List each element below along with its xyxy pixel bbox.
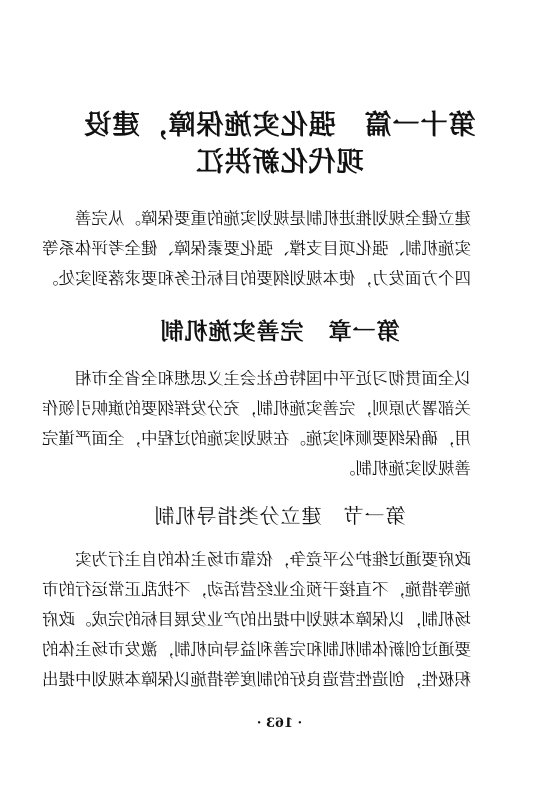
intro-line-1: 建立健全规划推进机制是规划实施的重要保障。从完善 <box>75 209 471 228</box>
part-title-line2: 现代化新洪江 <box>195 147 364 178</box>
intro-line-3: 四个方面发力，使本规划纲要的目标任务和要求落到实处。 <box>42 269 471 288</box>
section-title: 第一节 建立分类指导机制 <box>153 504 406 528</box>
part-title-line1: 第十一篇 强化实施保障，建设 <box>83 110 476 141</box>
section-line-3: 场机制，以保障本规划中提出的产业发展目标的完成。政府 <box>42 610 471 629</box>
page-number: · 163 · <box>256 716 303 731</box>
section-line-2: 施等措施，不直接干预企业经营活动，不扰乱正常运行的市 <box>42 580 471 599</box>
chapter-line-1: 以全面贯彻习近平中国特色社会主义思想和全省全市相 <box>75 369 471 388</box>
chapter-title: 第一章 完善实施机制 <box>159 318 400 345</box>
chapter-line-2: 关部署为原则，完善实施机制，充分发挥纲要的旗帜引领作 <box>42 399 471 418</box>
chapter-line-3: 用，确保纲要顺利实施。在规划实施的过程中，全面严谨完 <box>42 429 471 448</box>
section-line-5: 积极性，创造性营造良好的制度等措施以保障本规划中提出 <box>42 670 471 689</box>
section-paragraph <box>42 545 471 695</box>
intro-paragraph <box>42 204 471 294</box>
intro-line-2: 实施机制、强化项目支撑、强化要素保障、健全考评体系等 <box>42 239 471 258</box>
section-line-4: 要通过创新体制机制和完善利益导向机制，激发市场主体的 <box>42 640 471 659</box>
chapter-paragraph <box>42 364 471 484</box>
section-line-1: 政府要通过维护公平竞争，依靠市场主体的自主行为实 <box>75 550 471 569</box>
chapter-line-4: 善规划实施机制。 <box>339 459 471 478</box>
